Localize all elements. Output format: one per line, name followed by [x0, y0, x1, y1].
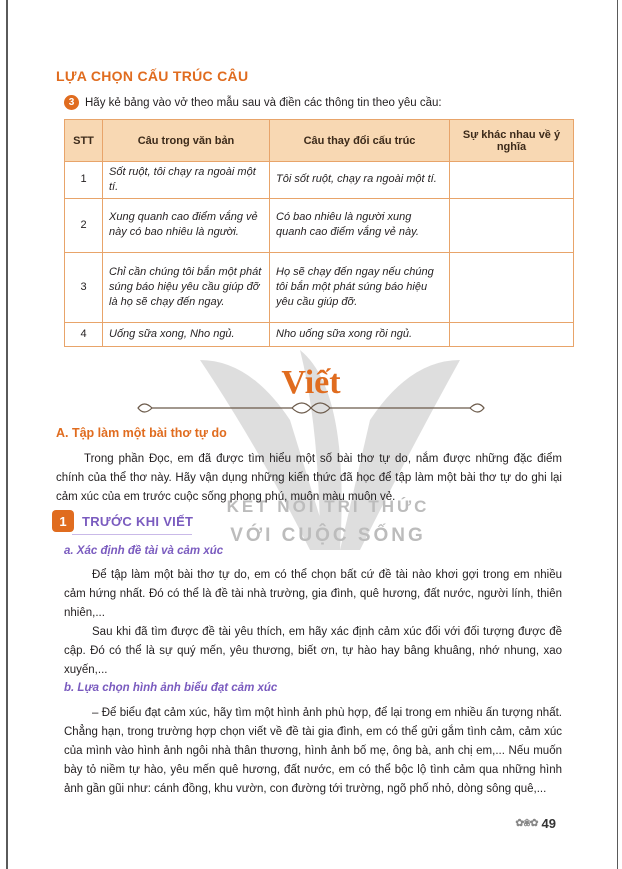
table-header-stt: STT: [65, 120, 103, 162]
table-cell-changed: Tôi sốt ruột, chạy ra ngoài một tí.: [270, 162, 450, 199]
page-border-left: [6, 0, 8, 869]
table-cell-stt: 3: [65, 252, 103, 322]
subsection-a-paragraph-2: Sau khi đã tìm được đề tài yêu thích, em hãy xác định cảm xúc đối với đối tượng được đề cập. Đó có thể là sự quý mến, yêu thương, biết ơn, tự hào hay bâng khuâng, nhớ nhung, xao xuyến,...: [64, 626, 562, 676]
question-line: [64, 95, 442, 110]
question-text: Hãy kẻ bảng vào vở theo mẫu sau và điền các thông tin theo yêu cầu:: [85, 96, 442, 109]
page-number-text: 49: [541, 816, 556, 831]
section-a-heading: A. Tập làm một bài thơ tự do: [56, 426, 227, 440]
table-header-original: Câu trong văn bản: [103, 120, 270, 162]
subsection-b-paragraph-1: – Để biểu đạt cảm xúc, hãy tìm một hình ảnh phù hợp, để lại trong em nhiều ấn tượng nhất. Chẳng hạn, trong trường hợp chọn viết về đề tài gia đình, em có thể gửi gắm tình cảm, cảm xúc của mình vào hình ảnh ngôi nhà thân thương, hình ảnh bố mẹ, ông bà, anh chị em,... Nếu muốn bày tỏ niềm tự hào, yêu mến quê hương, đất nước, em có thể bộc lộ tình cảm qua những hình ảnh gần gũi như: cánh đồng, khu vườn, con đường tới trường, ngõ phố nhỏ, dòng sông quê,...: [64, 707, 562, 795]
section-title: LỰA CHỌN CẤU TRÚC CÂU: [56, 68, 249, 84]
step-number-badge: 1: [52, 510, 74, 532]
section-a-intro: Trong phần Đọc, em đã được tìm hiểu một số bài thơ tự do, nắm được những đặc điểm chính của thể thơ này. Hãy vận dụng những kiến thức đã học để tập làm một bài thơ tự do ghi lại cảm xúc của em trước cuộc sống phong phú, muôn màu muôn vẻ.: [56, 453, 562, 503]
page-number-ornament-icon: ✿❀✿: [515, 818, 538, 829]
page-border-right: [617, 0, 618, 869]
title-ornament-icon: [132, 398, 490, 418]
table-row: [65, 198, 574, 252]
table-cell-difference: [450, 252, 574, 322]
subsection-b-heading: b. Lựa chọn hình ảnh biểu đạt cảm xúc: [64, 682, 278, 694]
table-row: [65, 252, 574, 322]
table-cell-difference: [450, 162, 574, 199]
step-underline: [72, 534, 192, 535]
question-number-badge: 3: [64, 95, 79, 110]
subsection-a-paragraph-1: Để tập làm một bài thơ tự do, em có thể chọn bất cứ đề tài nào khơi gợi trong em nhiều cảm hứng nhất. Đó có thể là đề tài nhà trường, gia đình, quê hương, đất nước, người lính, thiên nhiên,...: [64, 569, 562, 619]
writing-section-title: Viết: [281, 364, 341, 401]
table-cell-original: Chỉ cần chúng tôi bắn một phát súng báo hiệu yêu cầu giúp đỡ là họ sẽ chạy đến ngay.: [103, 252, 270, 322]
watermark-line1: KẾT NỐI TRI THỨC: [226, 497, 430, 516]
table-row: [65, 322, 574, 346]
table-cell-original: Sốt ruột, tôi chạy ra ngoài một tí.: [103, 162, 270, 199]
table-cell-original: Uống sữa xong, Nho ngủ.: [103, 322, 270, 346]
comparison-table: [64, 119, 574, 347]
table-cell-stt: 4: [65, 322, 103, 346]
table-cell-original: Xung quanh cao điểm vắng vẻ này có bao nhiêu là người.: [103, 198, 270, 252]
page-number: [515, 816, 556, 831]
table-header-difference: Sự khác nhau về ý nghĩa: [450, 120, 574, 162]
table-cell-changed: Họ sẽ chạy đến ngay nếu chúng tôi bắn một phát súng báo hiệu yêu cầu giúp đỡ.: [270, 252, 450, 322]
table-cell-stt: 1: [65, 162, 103, 199]
table-cell-changed: Nho uống sữa xong rồi ngủ.: [270, 322, 450, 346]
table-cell-stt: 2: [65, 198, 103, 252]
table-header-changed: Câu thay đổi cấu trúc: [270, 120, 450, 162]
table-cell-difference: [450, 198, 574, 252]
step-1-header: [52, 510, 193, 532]
step-label: TRƯỚC KHI VIẾT: [82, 513, 194, 529]
table-cell-changed: Có bao nhiêu là người xung quanh cao điểm vắng vẻ này.: [270, 198, 450, 252]
subsection-a-heading: a. Xác định đề tài và cảm xúc: [64, 545, 224, 557]
table-header-row: [65, 120, 574, 162]
table-row: [65, 162, 574, 199]
table-cell-difference: [450, 322, 574, 346]
watermark-line2: VỚI CUỘC SỐNG: [230, 525, 426, 546]
